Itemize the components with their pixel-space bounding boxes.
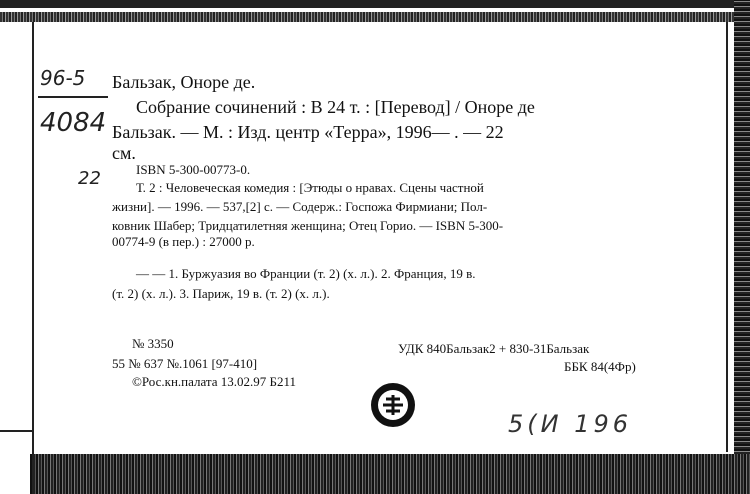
- record-volume-line-4: 00774-9 (в пер.) : 27000 р.: [112, 234, 255, 249]
- card-left-tick: [0, 430, 34, 432]
- call-number-bottom: 4084: [40, 108, 107, 138]
- footer-publisher-line: ©Рос.кн.палата 13.02.97 Б211: [132, 374, 297, 389]
- footer-order-line: 55 № 637 №.1061 [97-410]: [112, 356, 258, 371]
- record-volume-line-1: Т. 2 : Человеческая комедия : [Этюды о нравах. Сцены частной: [136, 180, 484, 195]
- footer-number: № 3350: [132, 336, 174, 351]
- card-left-edge: [32, 22, 34, 494]
- udk-classification: УДК 840Бальзак2 + 830-31Бальзак: [398, 341, 590, 356]
- record-title: Собрание сочинений : В 24 т. : [Перевод] / Оноре де: [136, 97, 535, 117]
- stamp-number: 5(И 196: [508, 410, 633, 438]
- scan-border-bottom: [30, 454, 750, 494]
- record-size: см.: [112, 143, 136, 163]
- record-imprint: Бальзак. — М. : Изд. центр «Терра», 1996— . — 22: [112, 122, 504, 142]
- card-right-edge: [726, 22, 728, 452]
- record-volume-line-2: жизни]. — 1996. — 537,[2] с. — Содерж.: Госпожа Фирмиани; Пол-: [112, 199, 488, 214]
- record-subjects-line-2: (т. 2) (х. л.). 3. Париж, 19 в. (т. 2) (х. л.).: [112, 286, 330, 301]
- call-number-rule: [38, 96, 108, 98]
- scan-border-top: [0, 0, 750, 8]
- record-author: Бальзак, Оноре де.: [112, 72, 256, 92]
- call-number-top: 96-5: [40, 66, 86, 90]
- record-subjects-line-1: — — 1. Буржуазия во Франции (т. 2) (х. л.). 2. Франция, 19 в.: [136, 266, 476, 281]
- library-stamp-icon: [368, 380, 418, 430]
- scan-border-right: [734, 0, 750, 494]
- record-isbn: ISBN 5-300-00773-0.: [136, 162, 251, 177]
- record-volume-line-3: ковник Шабер; Тридцатилетняя женщина; Отец Горио. — ISBN 5-300-: [112, 218, 504, 233]
- bbk-classification: ББК 84(4Фр): [564, 359, 636, 374]
- handwritten-mark: 22: [78, 168, 101, 189]
- scan-noise-top: [0, 12, 750, 22]
